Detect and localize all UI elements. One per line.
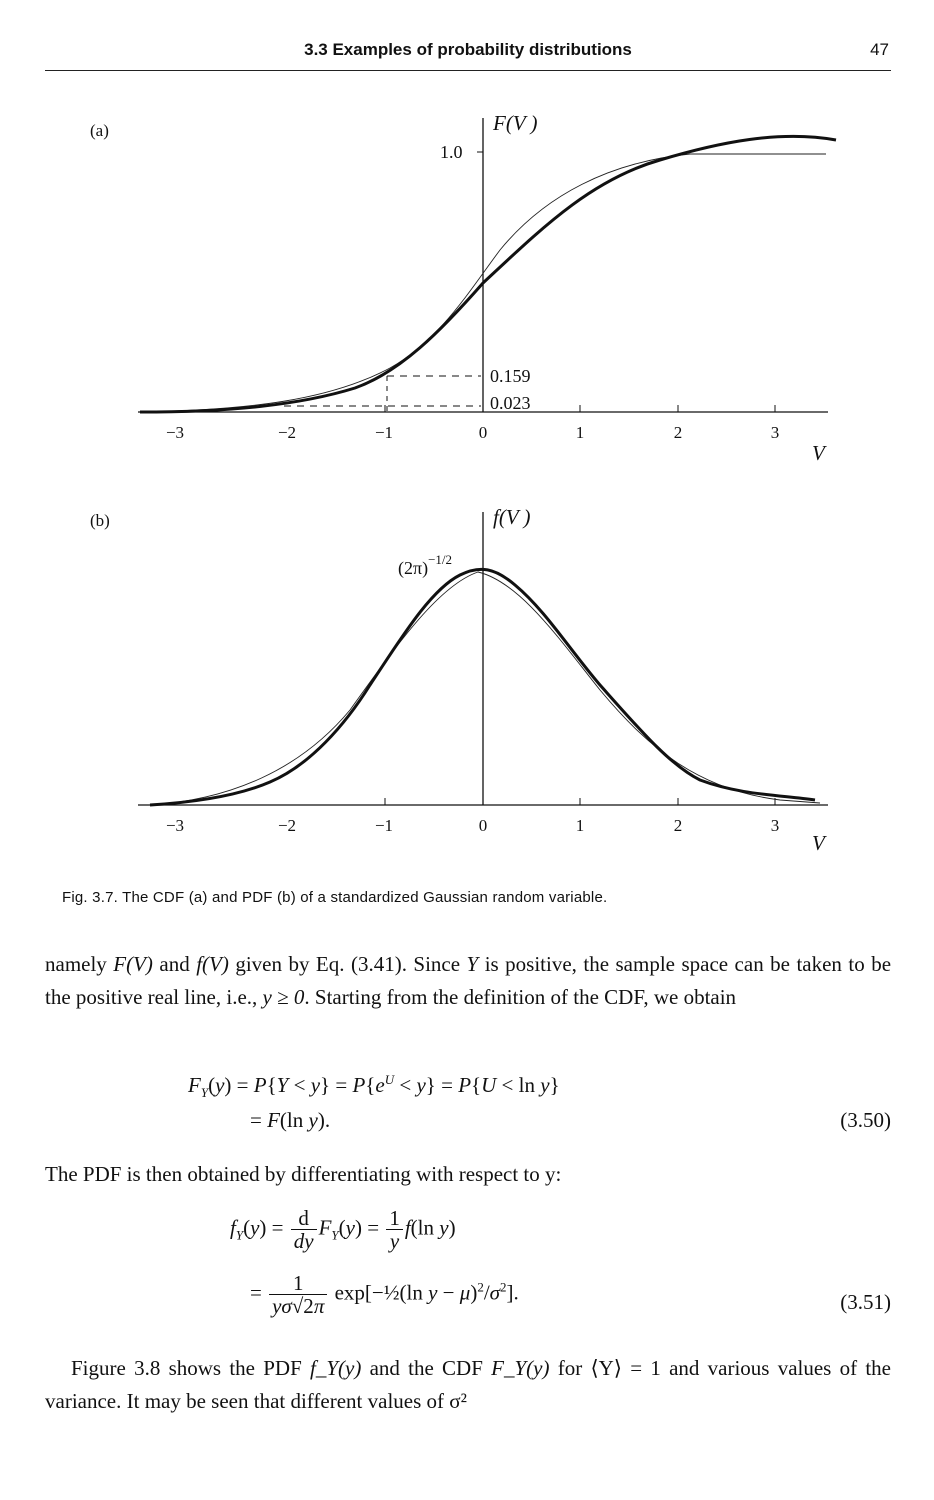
equation-3-51-line-1: $f_Y(y)$ = $\frac{d}{dy}$ $F_Y(y)$ = $\frac{1}{y}$ f(ln y) <box>230 1206 456 1253</box>
x-tick-label: −1 <box>374 816 394 835</box>
equation-number-3-51: (3.51) <box>840 1290 891 1314</box>
x-tick-label: −2 <box>277 423 297 442</box>
figure-b-pdf <box>0 490 934 865</box>
x-tick-label: 3 <box>770 816 780 835</box>
x-tick-label: 2 <box>673 816 683 835</box>
figure-caption: Fig. 3.7. The CDF (a) and PDF (b) of a standardized Gaussian random variable. <box>62 889 608 906</box>
equation-3-50-line-2: = F(ln y). <box>250 1108 331 1132</box>
x-tick-label: −3 <box>165 816 185 835</box>
paragraph-2: The PDF is then obtained by differentiating with respect to y: <box>45 1162 562 1186</box>
y-label-b: f(V ) <box>493 505 531 529</box>
x-tick-label: 1 <box>575 423 585 442</box>
figure-a-cdf <box>0 100 934 480</box>
running-title: 3.3 Examples of probability distributions <box>304 40 632 59</box>
annot-0159: 0.159 <box>490 366 531 386</box>
x-tick-label: 2 <box>673 423 683 442</box>
paragraph-3: Figure 3.8 shows the PDF f_Y(y) and the CDF F_Y(y) for ⟨Y⟩ = 1 and various values of the variance. It may be seen that different values of σ² <box>45 1356 891 1413</box>
x-label-a: V <box>812 441 825 465</box>
equation-3-51-line-2: = $\frac{1}{y\sigma√2\pi}$ exp[−½(ln $y - \mu)^2/\sigma^2$]. <box>250 1271 519 1318</box>
curve-pdf-approx <box>150 572 820 805</box>
x-tick-label: 0 <box>478 423 488 442</box>
panel-label-b: (b) <box>90 511 110 530</box>
running-header <box>45 36 891 71</box>
x-tick-label: 3 <box>770 423 780 442</box>
y-label-a: F(V ) <box>493 111 538 135</box>
panel-label-a: (a) <box>90 121 109 140</box>
page-number: 47 <box>870 40 889 59</box>
x-tick-label: 1 <box>575 816 585 835</box>
equation-3-50-line-1: $F_Y(y) = P\{Y < y\} = P\{e^U < y\} = P\{U < \ln y\}$ <box>188 1072 560 1101</box>
annot-0023: 0.023 <box>490 393 531 413</box>
y-tick-label-1: 1.0 <box>440 142 463 162</box>
x-tick-label: −1 <box>374 423 394 442</box>
paragraph-1: namely F(V) and f(V) given by Eq. (3.41). Since Y is positive, the sample space can be taken to be the positive real line, i.e., y ≥ 0. Starting from the definition of the CDF, we obtain <box>45 952 892 1009</box>
x-tick-label: −3 <box>165 423 185 442</box>
x-tick-label: 0 <box>478 816 488 835</box>
x-tick-label: −2 <box>277 816 297 835</box>
peak-label: $(2\pi)^{-1/2}$ <box>398 552 453 578</box>
x-label-b: V <box>812 831 825 855</box>
curve-cdf <box>140 136 836 412</box>
equation-number-3-50: (3.50) <box>840 1108 891 1132</box>
